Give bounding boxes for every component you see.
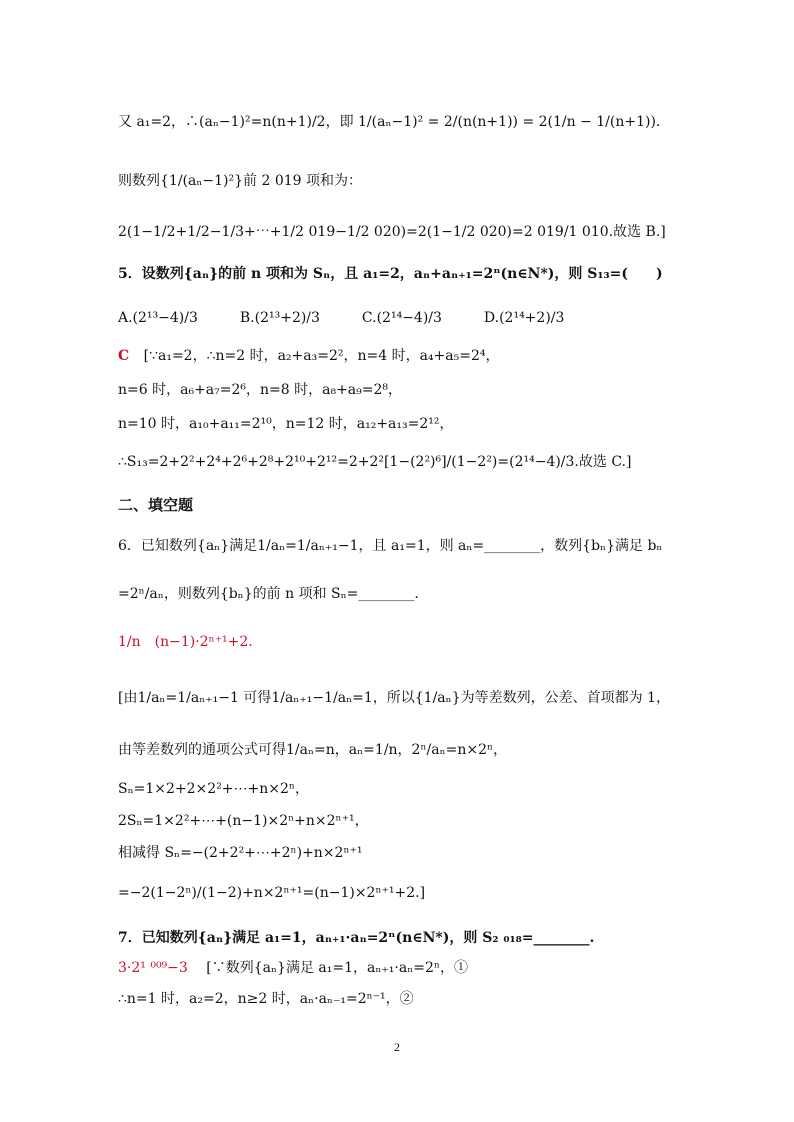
- question-6: 6．已知数列{aₙ}满足1/aₙ=1/aₙ₊₁−1，且 a₁=1，则 aₙ=________，数列{bₙ}满足 bₙ: [118, 538, 663, 554]
- page-number: 2: [394, 1040, 400, 1054]
- question-6-cont: =2ⁿ/aₙ，则数列{bₙ}的前 n 项和 Sₙ=________.: [118, 586, 419, 602]
- solution-line: =−2(1−2ⁿ)/(1−2)+n×2ⁿ⁺¹=(n−1)×2ⁿ⁺¹+2.]: [118, 885, 426, 901]
- solution-line: 则数列{1/(aₙ−1)²}前 2 019 项和为：: [118, 173, 362, 189]
- answer-5-letter: C: [118, 348, 130, 364]
- solution-line: 由等差数列的通项公式可得1/aₙ=n，aₙ=1/n，2ⁿ/aₙ=n×2ⁿ，: [118, 742, 508, 758]
- answer-7-text: [∵数列{aₙ}满足 a₁=1，aₙ₊₁·aₙ=2ⁿ，①: [206, 960, 468, 976]
- solution-line: 相减得 Sₙ=−(2+2²+⋯+2ⁿ)+n×2ⁿ⁺¹: [118, 845, 363, 861]
- answer-5-line: [118, 346, 500, 366]
- answer-6: 1/n (n−1)·2ⁿ⁺¹+2.: [118, 634, 253, 650]
- solution-line: n=6 时，a₆+a₇=2⁶，n=8 时，a₈+a₉=2⁸，: [118, 382, 403, 398]
- solution-line: 又 a₁=2，∴(aₙ−1)²=n(n+1)/2，即 1/(aₙ−1)² = 2/(n(n+1)) = 2(1/n − 1/(n+1)).: [118, 114, 661, 130]
- question-7: 7．已知数列{aₙ}满足 a₁=1，aₙ₊₁·aₙ=2ⁿ(n∈N*)，则 S₂ ₀₁₈=________.: [118, 930, 595, 946]
- answer-7-line: [118, 958, 468, 978]
- solution-line: ∴n=1 时，a₂=2，n≥2 时，aₙ·aₙ₋₁=2ⁿ⁻¹，②: [118, 991, 414, 1007]
- solution-line: ∴S₁₃=2+2²+2⁴+2⁶+2⁸+2¹⁰+2¹²=2+2²[1−(2²)⁶]/(1−2²)=(2¹⁴−4)/3.故选 C.]: [118, 454, 632, 470]
- solution-line: Sₙ=1×2+2×2²+⋯+n×2ⁿ，: [118, 781, 309, 797]
- solution-line: [由1/aₙ=1/aₙ₊₁−1 可得1/aₙ₊₁−1/aₙ=1，所以{1/aₙ}为等差数列，公差、首项都为 1，: [118, 690, 670, 706]
- solution-line: 2(1−1/2+1/2−1/3+⋯+1/2 019−1/2 020)=2(1−1/2 020)=2 019/1 010.故选 B.]: [118, 224, 666, 240]
- answer-7: 3·2¹ ⁰⁰⁹−3: [118, 960, 188, 976]
- section-heading: 二、填空题: [118, 496, 194, 514]
- question-5: 5．设数列{aₙ}的前 n 项和为 Sₙ，且 a₁=2，aₙ+aₙ₊₁=2ⁿ(n∈N*)，则 S₁₃=( ): [118, 266, 663, 282]
- solution-line: n=10 时，a₁₀+a₁₁=2¹⁰，n=12 时，a₁₂+a₁₃=2¹²，: [118, 416, 454, 432]
- solution-line: 2Sₙ=1×2²+⋯+(n−1)×2ⁿ+n×2ⁿ⁺¹，: [118, 813, 369, 829]
- answer-5-text: [∵a₁=2，∴n=2 时，a₂+a₃=2²，n=4 时，a₄+a₅=2⁴，: [143, 348, 500, 364]
- question-5-options: A.(2¹³−4)/3 B.(2¹³+2)/3 C.(2¹⁴−4)/3 D.(2¹⁴+2)/3: [118, 310, 565, 326]
